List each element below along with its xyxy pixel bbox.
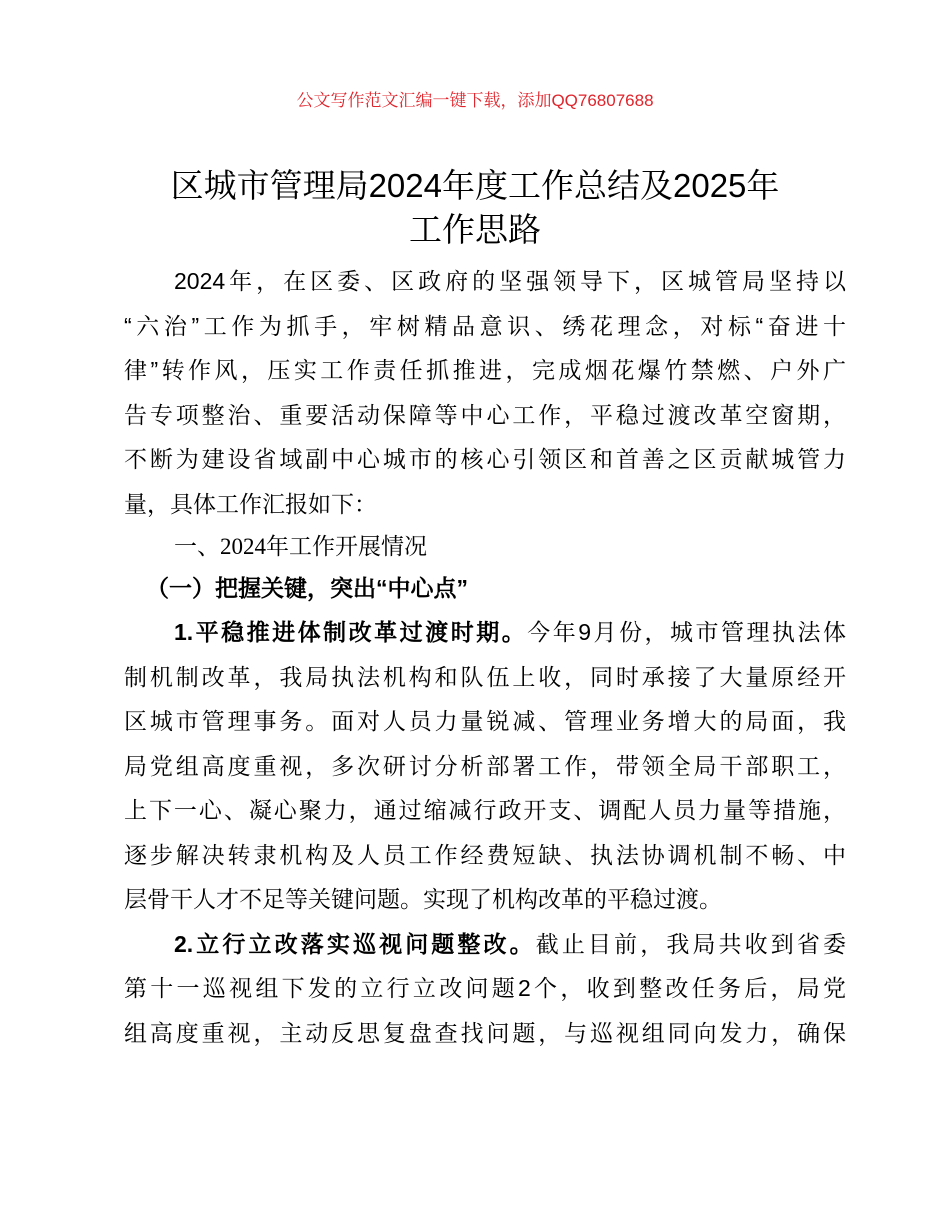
text-line: 不断为建设省域副中心城市的核心引领区和首善之区贡献城管力 xyxy=(124,446,846,472)
document-title xyxy=(110,164,840,252)
text-line: 层骨干人才不足等关键问题。实现了机构改革的平稳过渡。 xyxy=(124,886,722,912)
intro-paragraph xyxy=(124,259,846,526)
text-line xyxy=(124,610,846,655)
text-line: 上下一心、凝心聚力，通过缩减行政开支、调配人员力量等措施， xyxy=(124,797,846,823)
title-line-1: 区城市管理局2024年度工作总结及2025年 xyxy=(170,167,780,204)
item-title: 1.平稳推进体制改革过渡时期。 xyxy=(174,619,528,645)
item-text: 截止目前，我局共收到省委 xyxy=(535,930,847,957)
title-line-2: 工作思路 xyxy=(409,211,541,248)
item-paragraph-2 xyxy=(124,922,846,1056)
subsection-heading: （一）把握关键，突出“中心点” xyxy=(146,575,468,601)
watermark-download-notice: 公文写作范文汇编一键下载，添加QQ76807688 xyxy=(296,91,654,110)
text-line: “六治”工作为抓手，牢树精品意识、绣花理念，对标“奋进十 xyxy=(124,312,846,339)
text-line: 2024年，在区委、区政府的坚强领导下，区城管局坚持以 xyxy=(174,268,846,294)
text-line: 制机制改革，我局执法机构和队伍上收，同时承接了大量原经开 xyxy=(124,663,846,690)
text-line: 量，具体工作汇报如下： xyxy=(124,490,377,517)
text-line: 组高度重视，主动反思复盘查找问题，与巡视组同向发力，确保 xyxy=(124,1019,846,1046)
text-line: 第十一巡视组下发的立行立改问题2个，收到整改任务后，局党 xyxy=(124,975,846,1001)
text-line: 律”转作风，压实工作责任抓推进，完成烟花爆竹禁燃、户外广 xyxy=(124,357,846,383)
text-line: 逐步解决转隶机构及人员工作经费短缺、执法协调机制不畅、中 xyxy=(124,841,846,868)
item-title: 2.立行立改落实巡视问题整改。 xyxy=(174,930,536,957)
item-paragraph-1 xyxy=(124,610,846,922)
document-body xyxy=(124,259,846,1055)
text-line: 区城市管理事务。面对人员力量锐减、管理业务增大的局面，我 xyxy=(124,708,846,734)
text-line xyxy=(124,922,846,967)
text-line: 局党组高度重视，多次研讨分析部署工作，带领全局干部职工， xyxy=(124,752,846,779)
section-heading: 一、2024年工作开展情况 xyxy=(174,534,427,559)
item-text: 今年9月份，城市管理执法体 xyxy=(527,619,847,645)
text-line: 告专项整治、重要活动保障等中心工作，平稳过渡改革空窗期， xyxy=(124,401,846,428)
